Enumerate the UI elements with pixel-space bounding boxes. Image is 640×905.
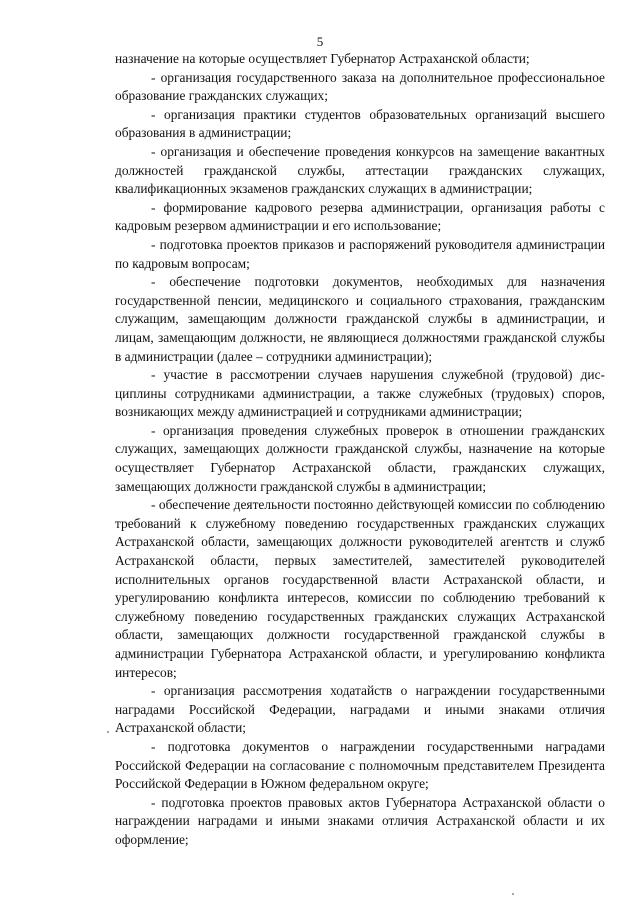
paragraph: - формирование кадрового резерва администрации, организация работы с кадровым резервом администрации и его использование; (115, 199, 605, 234)
paragraph: - организация практики студентов образовательных организаций высшего образования в администрации; (115, 106, 605, 141)
paragraph: - подготовка документов о награждении государственными наградами Российской Федерации на согласование с полномочным представителем Президента Российской Федерации в Южном федеральном округе; (115, 738, 605, 792)
scan-speck (107, 731, 109, 733)
paragraph: - участие в рассмотрении случаев нарушения служебной (трудовой) дисциплины сотрудниками администрации, а также служебных (трудовых) споров, возникающих между администрацией и сотрудниками администрации; (115, 367, 605, 420)
paragraph: назначение на которые осуществляет Губернатор Астраханской области; (115, 51, 530, 66)
paragraph: - подготовка проектов приказов и распоряжений руководителя администрации по кадровым вопросам; (115, 236, 605, 271)
paragraph: - организация и обеспечение проведения конкурсов на замещение вакантных должностей гражданской службы, аттестации гражданских служащих, квалификационных экзаменов гражданских служащих в администрации; (115, 143, 605, 197)
paragraph: - обеспечение деятельности постоянно действующей комиссии по соблюдению требований к служебному поведению государственных гражданских служащих Астраханской области, замещающих должности руководителей агентств и служб Астраханской области, первых заместителей, заместителей руководителей исполнительных органов государственной власти Астраханской области, и урегулированию конфликта интересов, комиссии по соблюдению требований к служебному поведению государственных гражданских служащих Астраханской области, замещающих должности государственной гражданской службы в администрации Губернатора Астраханской области, и урегулированию конфликта интересов; (115, 497, 605, 680)
document-body (115, 50, 605, 850)
paragraph: - организация рассмотрения ходатайств о награждении государственными наградами Российской Федерации, наградами и иными знаками отличия Астраханской области; (115, 683, 605, 736)
paragraph: - подготовка проектов правовых актов Губернатора Астраханской области о награждении наградами и иными знаками отличия Астраханской области и их оформление; (115, 794, 605, 847)
paragraph: - организация проведения служебных проверок в отношении гражданских служащих, замещающих должности гражданской службы, назначение на которые осуществляет Губернатор Астраханской области, гражданских служащих, замещающих должности гражданской службы в администрации; (115, 422, 605, 494)
paragraph: - организация государственного заказа на дополнительное профессиональное образование гражданских служащих; (115, 69, 605, 104)
scan-speck (512, 893, 514, 895)
paragraph: - обеспечение подготовки документов, необходимых для назначения государственной пенсии, медицинского и социального страхования, гражданским служащим, замещающим должности гражданской службы в администрации, и лицам, замещающим должности, не являющиеся должностями гражданской службы в администрации (далее – сотрудники администрации); (115, 274, 605, 364)
page-number: 5 (316, 34, 324, 49)
